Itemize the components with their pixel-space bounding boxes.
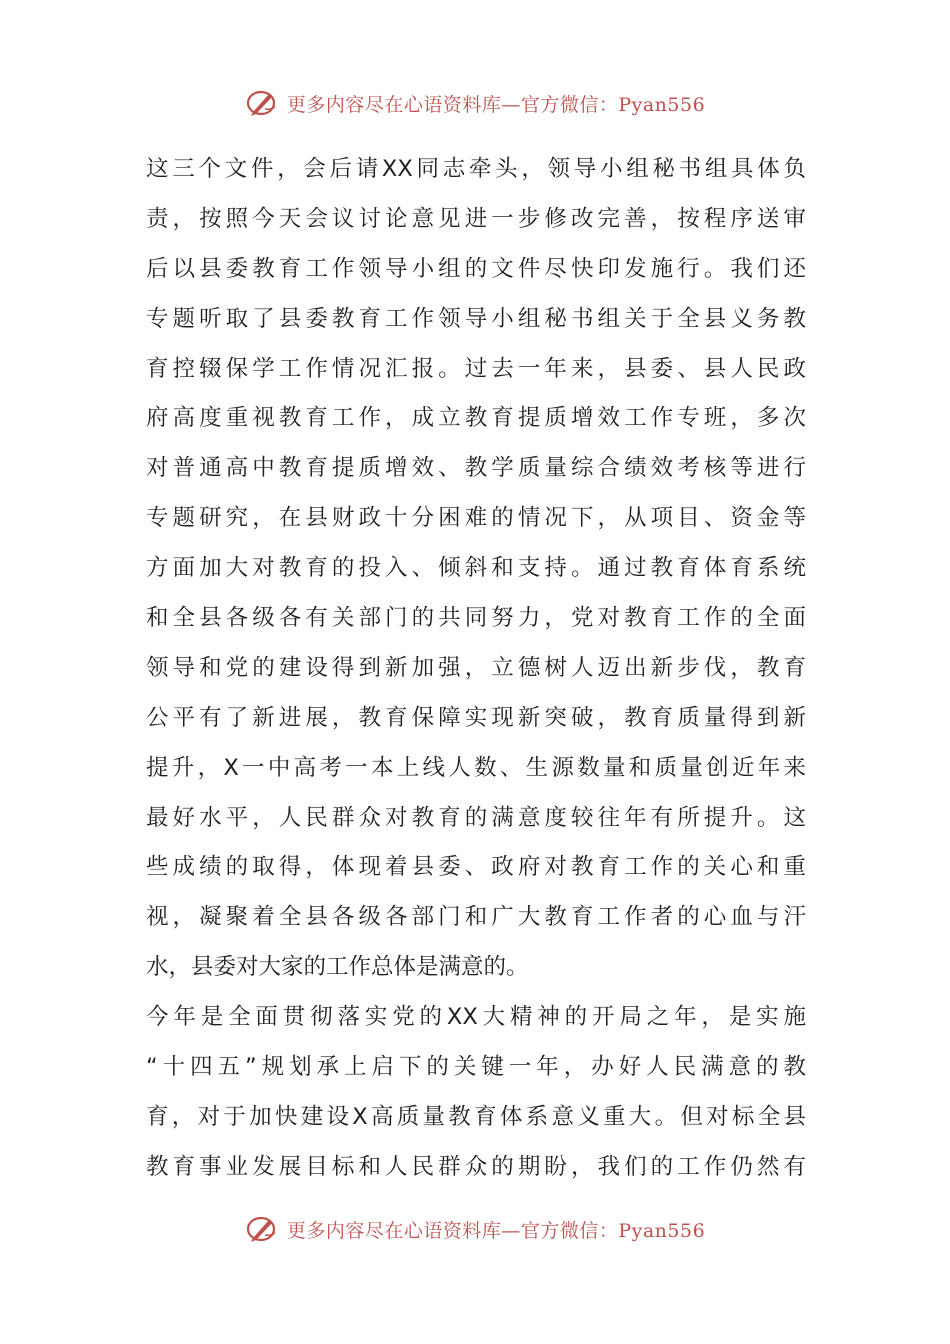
text-line: 领导和党的建设得到新加强，立德树人迈出新步伐，教育 <box>146 654 806 681</box>
pen-circle-logo-icon <box>245 88 279 118</box>
footer-banner <box>0 1209 950 1249</box>
text-line: 视，凝聚着全县各级各部门和广大教育工作者的心血与汗 <box>146 904 806 931</box>
text-line: 育，对于加快建设X高质量教育体系意义重大。但对标全县 <box>146 1103 806 1130</box>
text-line: 今年是全面贯彻落实党的XX大精神的开局之年，是实施 <box>146 1004 806 1031</box>
text-line: 最好水平，人民群众对教育的满意度较往年有所提升。这 <box>146 804 806 831</box>
text-line: 专题研究，在县财政十分困难的情况下，从项目、资金等 <box>146 505 806 532</box>
text-line: 公平有了新进展，教育保障实现新突破，教育质量得到新 <box>146 704 806 731</box>
text-line: 水，县委对大家的工作总体是满意的。 <box>146 954 529 981</box>
text-line: 后以县委教育工作领导小组的文件尽快印发施行。我们还 <box>146 255 806 282</box>
text-line: 专题听取了县委教育工作领导小组秘书组关于全县义务教 <box>146 305 806 332</box>
footer-text: 更多内容尽在心语资料库—官方微信：Pyan556 <box>286 1219 706 1242</box>
text-line: 府高度重视教育工作，成立教育提质增效工作专班，多次 <box>146 405 806 432</box>
text-line: 提升，X一中高考一本上线人数、生源数量和质量创近年来 <box>146 754 806 781</box>
text-line: 这三个文件，会后请XX同志牵头，领导小组秘书组具体负 <box>146 156 806 182</box>
text-line: 和全县各级各有关部门的共同努力，党对教育工作的全面 <box>146 605 806 632</box>
header-text: 更多内容尽在心语资料库—官方微信：Pyan556 <box>286 93 706 116</box>
text-line: 育控辍保学工作情况汇报。过去一年来，县委、县人民政 <box>146 355 806 382</box>
header-banner <box>0 83 950 123</box>
text-line: 责，按照今天会议讨论意见进一步修改完善，按程序送审 <box>146 205 806 232</box>
document-body <box>146 145 806 1193</box>
text-line: 方面加大对教育的投入、倾斜和支持。通过教育体育系统 <box>146 555 806 582</box>
text-line: 教育事业发展目标和人民群众的期盼，我们的工作仍然有 <box>146 1153 806 1180</box>
text-line: 对普通高中教育提质增效、教学质量综合绩效考核等进行 <box>146 455 806 482</box>
pen-circle-logo-icon <box>245 1214 279 1244</box>
text-line: “十四五”规划承上启下的关键一年，办好人民满意的教 <box>146 1054 806 1081</box>
text-line: 些成绩的取得，体现着县委、政府对教育工作的关心和重 <box>146 854 806 881</box>
